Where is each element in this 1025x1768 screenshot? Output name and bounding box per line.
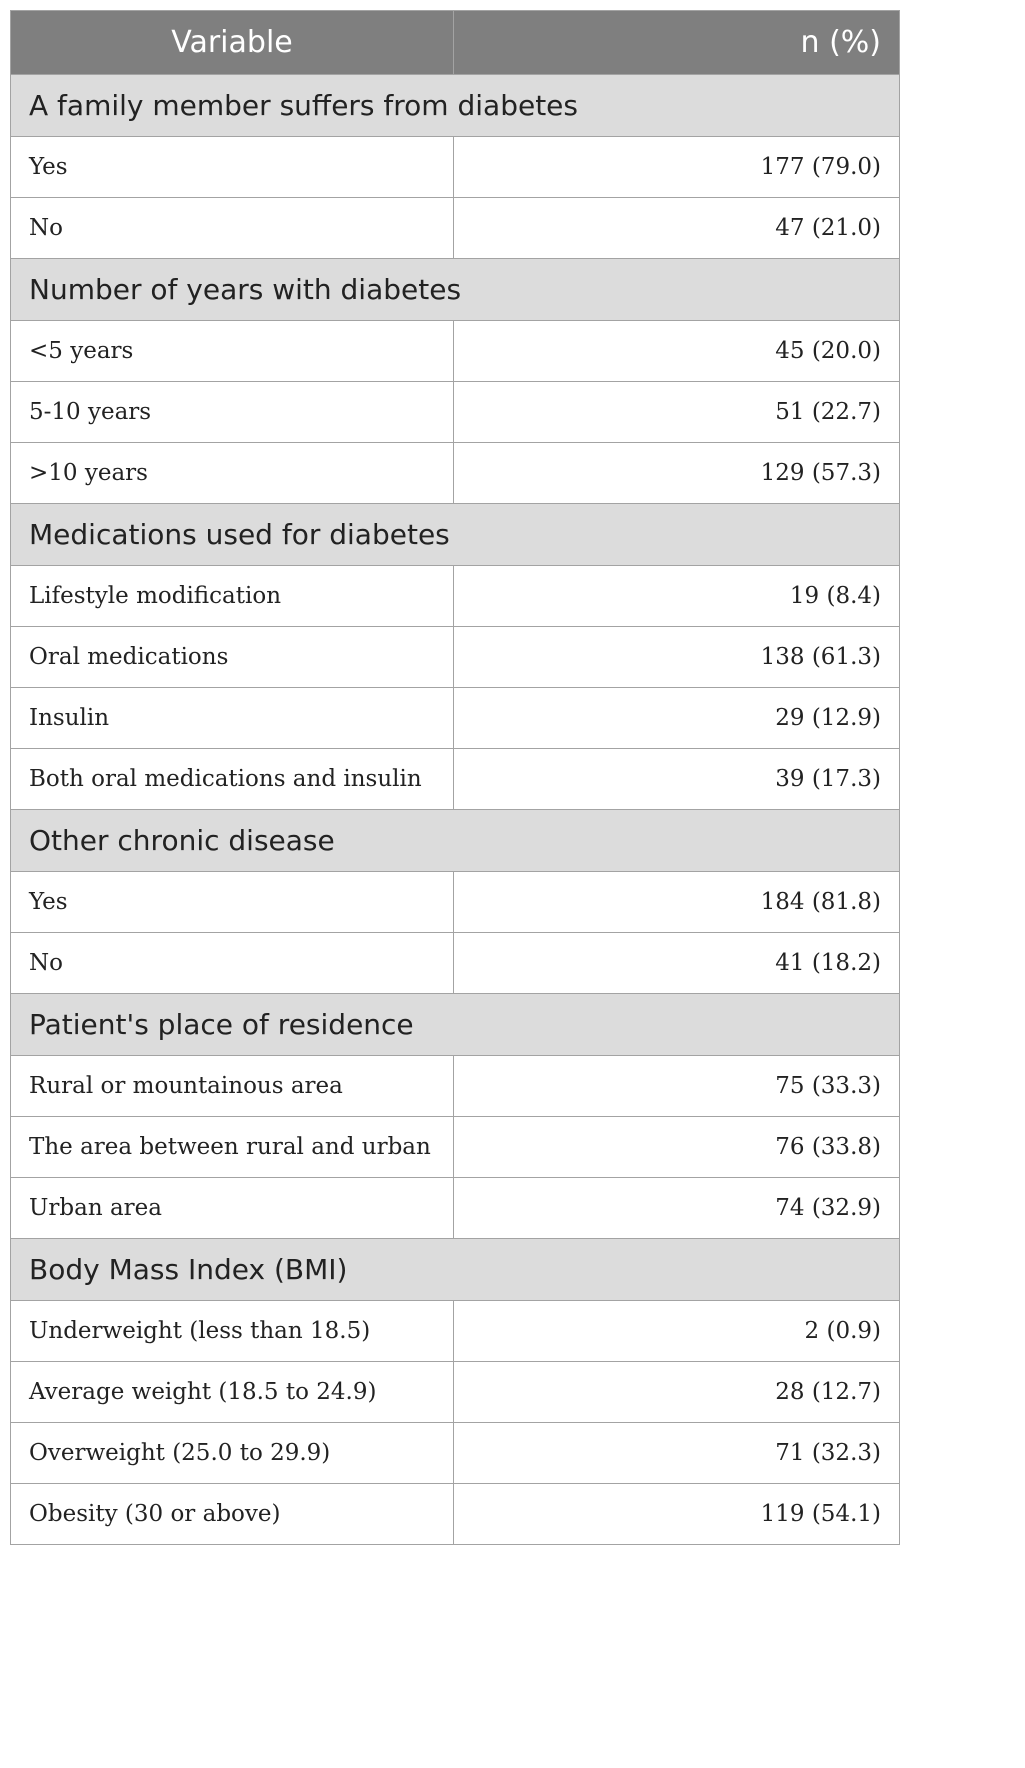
header-n-percent: n (%) (454, 11, 900, 75)
table-row (11, 627, 900, 688)
row-label: Yes (11, 137, 454, 198)
row-label: Overweight (25.0 to 29.9) (11, 1423, 454, 1484)
row-label: Yes (11, 872, 454, 933)
table-row (11, 872, 900, 933)
row-value: 47 (21.0) (454, 198, 900, 259)
section-row (11, 994, 900, 1056)
section-row (11, 504, 900, 566)
row-label: <5 years (11, 321, 454, 382)
table-row (11, 1423, 900, 1484)
row-label: Underweight (less than 18.5) (11, 1301, 454, 1362)
table-row (11, 1484, 900, 1545)
table-row (11, 443, 900, 504)
row-value: 2 (0.9) (454, 1301, 900, 1362)
row-value: 45 (20.0) (454, 321, 900, 382)
row-value: 76 (33.8) (454, 1117, 900, 1178)
table-row (11, 749, 900, 810)
row-value: 129 (57.3) (454, 443, 900, 504)
row-value: 177 (79.0) (454, 137, 900, 198)
section-title: Number of years with diabetes (11, 259, 900, 321)
row-value: 19 (8.4) (454, 566, 900, 627)
row-label: Obesity (30 or above) (11, 1484, 454, 1545)
table-row (11, 1117, 900, 1178)
section-row (11, 810, 900, 872)
table-row (11, 1301, 900, 1362)
row-label: No (11, 198, 454, 259)
row-label: Rural or mountainous area (11, 1056, 454, 1117)
table-header (11, 11, 900, 75)
row-value: 138 (61.3) (454, 627, 900, 688)
row-value: 39 (17.3) (454, 749, 900, 810)
row-label: Both oral medications and insulin (11, 749, 454, 810)
row-value: 51 (22.7) (454, 382, 900, 443)
row-value: 184 (81.8) (454, 872, 900, 933)
header-row (11, 11, 900, 75)
table-row (11, 198, 900, 259)
row-label: Insulin (11, 688, 454, 749)
row-label: The area between rural and urban (11, 1117, 454, 1178)
table-row (11, 1362, 900, 1423)
row-label: >10 years (11, 443, 454, 504)
section-title: Patient's place of residence (11, 994, 900, 1056)
row-value: 41 (18.2) (454, 933, 900, 994)
row-label: 5-10 years (11, 382, 454, 443)
table-row (11, 1178, 900, 1239)
row-label: Average weight (18.5 to 24.9) (11, 1362, 454, 1423)
table-row (11, 688, 900, 749)
table-row (11, 933, 900, 994)
table-row (11, 137, 900, 198)
row-value: 28 (12.7) (454, 1362, 900, 1423)
section-row (11, 1239, 900, 1301)
section-title: A family member suffers from diabetes (11, 75, 900, 137)
table-row (11, 566, 900, 627)
section-row (11, 259, 900, 321)
section-row (11, 75, 900, 137)
section-title: Body Mass Index (BMI) (11, 1239, 900, 1301)
section-title: Other chronic disease (11, 810, 900, 872)
row-value: 119 (54.1) (454, 1484, 900, 1545)
row-label: Lifestyle modification (11, 566, 454, 627)
data-table (10, 10, 900, 1545)
row-value: 74 (32.9) (454, 1178, 900, 1239)
header-variable: Variable (11, 11, 454, 75)
row-value: 71 (32.3) (454, 1423, 900, 1484)
table-body (11, 75, 900, 1545)
table-row (11, 321, 900, 382)
row-value: 75 (33.3) (454, 1056, 900, 1117)
table-row (11, 382, 900, 443)
row-value: 29 (12.9) (454, 688, 900, 749)
section-title: Medications used for diabetes (11, 504, 900, 566)
table-row (11, 1056, 900, 1117)
row-label: Urban area (11, 1178, 454, 1239)
row-label: Oral medications (11, 627, 454, 688)
row-label: No (11, 933, 454, 994)
